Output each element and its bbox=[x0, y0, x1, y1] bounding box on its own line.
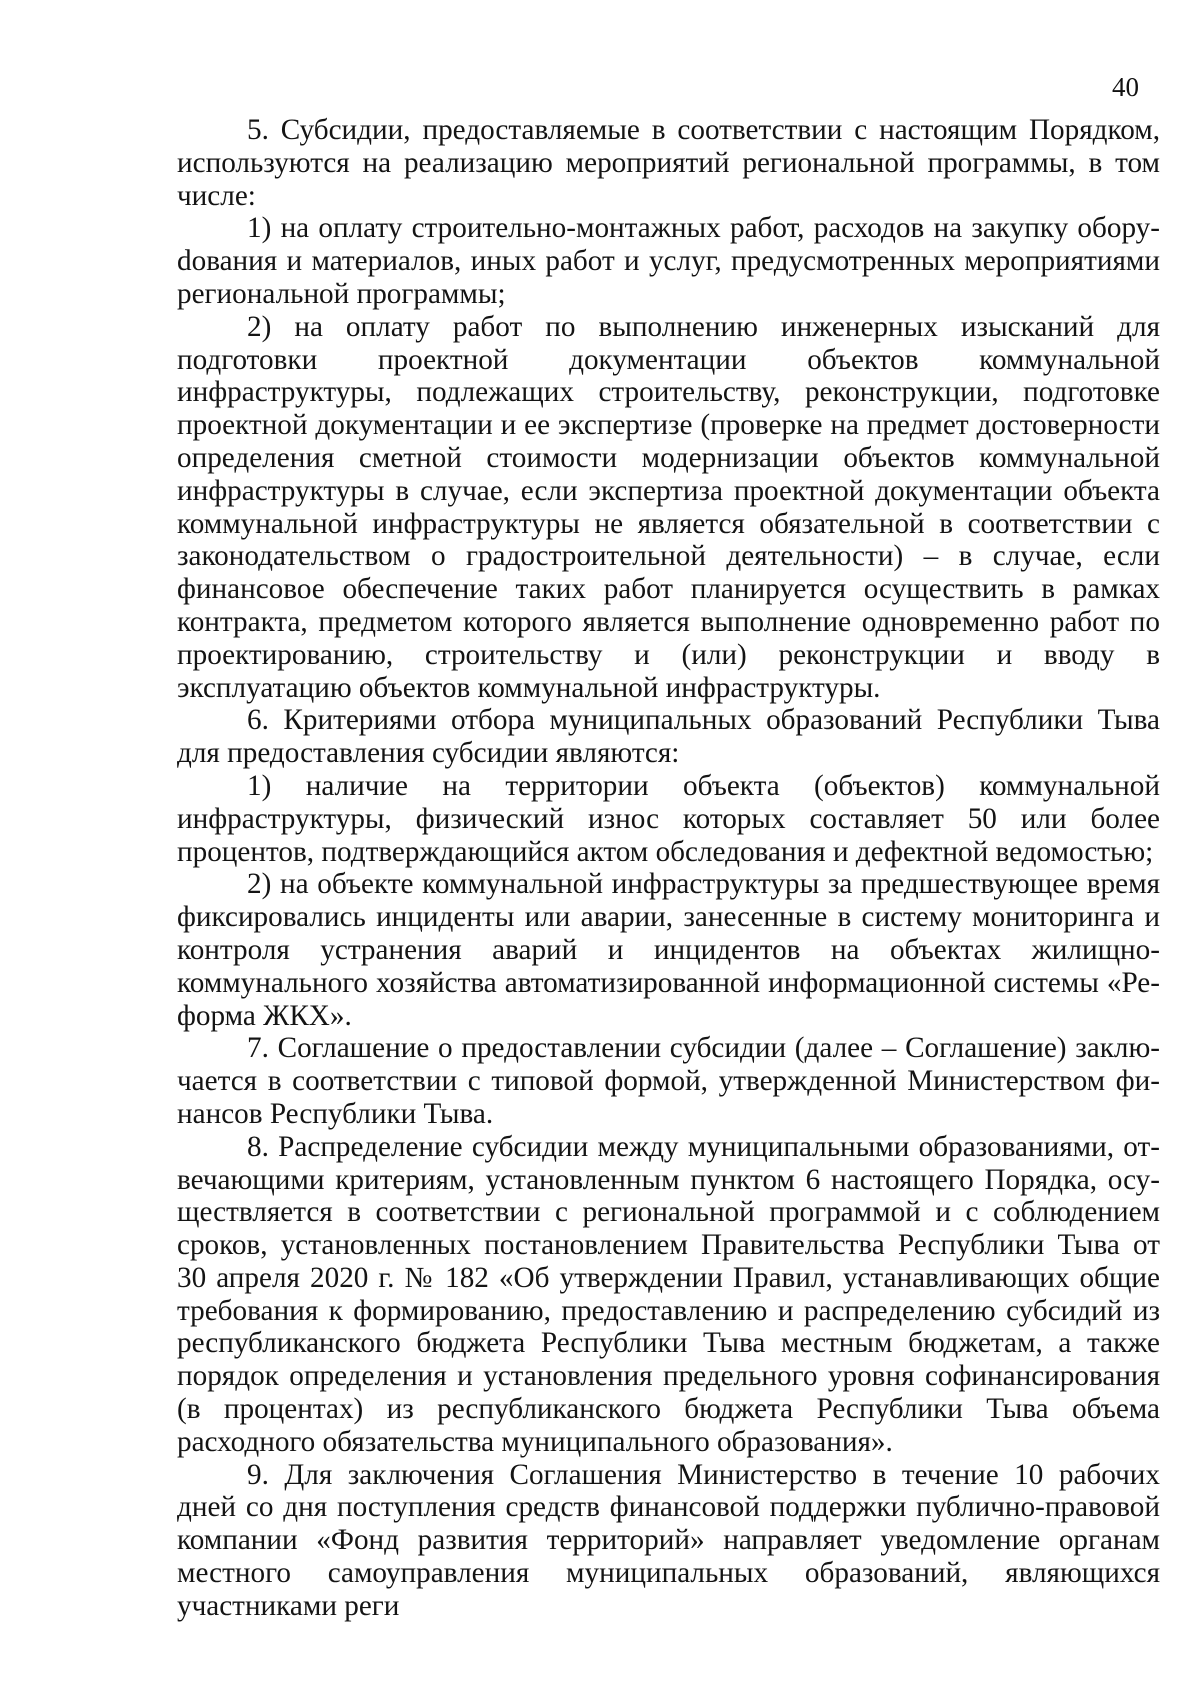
paragraph-6-item-1: 1) наличие на территории объекта (объектов) коммунальной инфраструктуры, физический износ которых составляет 50 или более процентов, подтверждающийся актом обследования и дефектной ведомостью; bbox=[177, 769, 1160, 868]
paragraph-5: 5. Субсидии, предоставляемые в соответствии с настоящим Порядком, используются на реализацию мероприятий региональной программы, в том числе: bbox=[177, 114, 1160, 212]
paragraph-8: 8. Распределение субсидии между муниципальными образованиями, отвечающими критериям, установленным пунктом 6 настоящего Порядка, осуществляется в соответствии с региональной программой и с соблюдением сроков, установленных постановлением Правительства Республики Тыва от 30 апреля 2020 г. № 182 «Об утверждении Правил, устанавливающих общие требования к формированию, предоставлению и распределению субсидий из республиканского бюджета Республики Тыва местным бюджетам, а также порядок определения и установления предельного уровня софинансирования (в процентах) из республиканского бюджета Республики Тыва объема расходного обязательства муниципального образования». bbox=[177, 1130, 1160, 1458]
page-number: 40 bbox=[1112, 72, 1139, 102]
paragraph-5-item-1: 1) на оплату строительно-монтажных работ, расходов на закупку оборуdования и материалов, иных работ и услуг, предусмотренных мероприятиями региональной программы; bbox=[177, 212, 1160, 310]
paragraph-9: 9. Для заключения Соглашения Министерство в течение 10 рабочих дней со дня поступления средств финансовой поддержки публично-правовой компании «Фонд развития территорий» направляет уведомление органам местного самоуправления муниципальных образований, являющихся участниками реги bbox=[177, 1458, 1160, 1622]
paragraph-6-item-2: 2) на объекте коммунальной инфраструктуры за предшествующее время фиксировались инциденты или аварии, занесенные в систему мониторинга и контроля устранения аварий и инцидентов на объектах жилищно-коммунального хозяйства автоматизированной информационной системы «Реформа ЖКХ». bbox=[177, 868, 1160, 1032]
document-body bbox=[177, 114, 1160, 1623]
paragraph-5-item-2: 2) на оплату работ по выполнению инженерных изысканий для подготовки проектной документации объектов коммунальной инфраструктуры, подлежащих строительству, реконструкции, подготовке проектной документации и ее экспертизе (проверке на предмет достоверности определения сметной стоимости модернизации объектов коммунальной инфраструктуры в случае, если экспертиза проектной документации объекта коммунальной инфраструктуры не является обязательной в соответствии с законодательством о градостроительной деятельности) – в случае, если финансовое обеспечение таких работ планируется осуществить в рамках контракта, предметом которого является выполнение одновременно работ по проектированию, строительству и (или) реконструкции и вводу в эксплуатацию объектов коммунальной инфраструктуры. bbox=[177, 310, 1160, 704]
paragraph-7: 7. Соглашение о предоставлении субсидии (далее – Соглашение) заключается в соответствии с типовой формой, утвержденной Министерством финансов Республики Тыва. bbox=[177, 1032, 1160, 1130]
paragraph-6: 6. Критериями отбора муниципальных образований Республики Тыва для предоставления субсидии являются: bbox=[177, 704, 1160, 770]
